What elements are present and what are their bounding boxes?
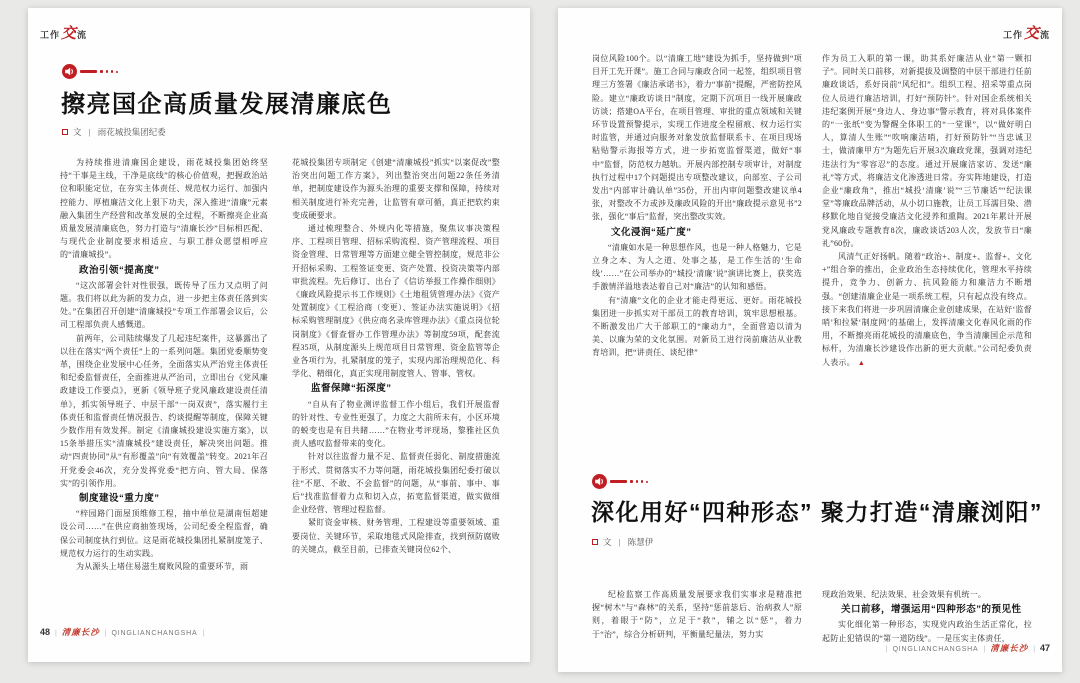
byline-author: 陈慧伊: [627, 537, 654, 547]
section-tag-tail: 流: [1039, 30, 1050, 40]
byline-separator: |: [618, 537, 621, 547]
marker-dash: [610, 480, 627, 484]
section-tag-red-char: 交: [61, 25, 77, 42]
marker-dots: [630, 480, 648, 483]
paragraph: 针对以往监督力量不足、监督责任弱化、制度措施流于形式、贯彻落实不力等问题，雨花城投集团纪委打破以往“不愿、不敢、不会监督”的问题，从“事前、事中、事后”找准监督着力点和切入点，拓宽监督渠道，做实做细企业经营、管理过程监督。: [292, 452, 500, 515]
footer-separator: |: [104, 630, 107, 637]
paragraph: “清廉如水是一种思想作风，也是一种人格魅力，它是立身之本、为人之道、处事之基，是工作生活的‘生命线’……”在公司举办的“城投‘清廉’说”演讲比赛上，获奖选手激情洋溢地表达着自己对“廉洁”的认知和感悟。: [592, 242, 802, 292]
footer-separator: |: [1033, 646, 1036, 653]
page-footer: [883, 642, 1050, 654]
article-title: 擦亮国企高质量发展清廉底色: [61, 91, 393, 118]
byline-label: 文: [603, 537, 612, 547]
page-number: 47: [1039, 643, 1050, 653]
footer-separator: |: [202, 630, 205, 637]
magazine-brand-latin: QINGLIANCHANGSHA: [111, 630, 198, 637]
magazine-brand: 清廉长沙: [61, 627, 100, 637]
section-tag-red-char: 交: [1023, 25, 1039, 42]
page-footer: [40, 626, 207, 638]
paragraph: 实化细化第一种形态，实现党内政治生活正常化，拉起防止犯错误的“第一道防线”。一是压实主体责任，: [822, 620, 1032, 643]
text-column-2: [822, 52, 1032, 464]
section-heading: 监督保障“拓深度”: [311, 383, 392, 395]
section-tag-tail: 流: [77, 30, 88, 40]
section-tag: [1003, 22, 1050, 43]
section-heading: 政治引领“提高度”: [79, 264, 160, 276]
byline-label: 文: [73, 127, 82, 137]
byline: [62, 126, 166, 138]
section-tag: [40, 22, 87, 43]
section-heading: 文化浸润“延广度”: [611, 226, 692, 238]
paragraph: 纪检监察工作高质量发展要求我们实事求是精准把握“树木”与“森林”的关系，坚持“惩前毖后、治病救人”原则，着眼于“防”，立足于“救”，辅之以“惩”，着力于“治”，综合分析研判，平衡量纪量法，努力实: [592, 590, 802, 639]
article2-body-columns: [592, 588, 1032, 646]
byline-square-icon: [62, 129, 68, 135]
article-marker: [592, 474, 648, 489]
paragraph: “自从有了物业测评监督工作小组后，我们开展监督的针对性、专业性更强了，力度之大前所未有，小区环境的蜕变也是有目共睹……”在物业考评现场，黎雅社区负责人感叹监督带来的变化。: [292, 399, 500, 449]
page-right: [558, 8, 1062, 672]
paragraph: 现政治效果、纪法效果、社会效果有机统一。: [822, 590, 986, 599]
paragraph: 岗位风险100个。以“清廉工地”建设为抓手，坚持做到“项目开工先开课”。施工合同与廉政合同一起签，组织项目管理三方签署《廉洁承诺书》，着力“事前”提醒，严密防控风险。建立“廉政访谈日”制度，定期下沉项目一线开展廉政访谈；搭建OA平台，在项目管理、审批的重点领域和关键环节设置预警提示，实现工作进度全程留痕、权力运行实时监管，并通过向服务对象发放监督联系卡、在项目现场粘贴警示海报等方式，进一步拓宽监督渠道，做好“事中”监督，防范权力越轨。开展内部控制专项审计，对制度执行过程中17个问题提出专项整改建议，向部室、子公司发出“内部审计确认单”35份，开出内审问题整改建议单4张，对整改不力或涉及廉政风险的开出“廉政提示意见书”2张，强化“事后”监督，突出整改实效。: [592, 54, 802, 222]
magazine-brand: 清廉长沙: [990, 643, 1029, 653]
speaker-icon: [62, 64, 77, 79]
page-number: 48: [40, 627, 51, 637]
byline-author: 雨花城投集团纪委: [97, 127, 166, 137]
paragraph: 通过梳理整合、外规内化等措施，聚焦议事决策程序、工程项目管理、招标采购流程、资产管理流程、项目资金管理、日常管理等方面建立健全管控制度，规范非公开招标采购、工程签证变更、资产处置、投资决策等内部审批流程。先后修订、出台了《信访举报工作操作细则》《廉政风险提示书工作规则》《土地租赁管理办法》《资产处置制度》《工程洽商（变更）、签证办法实施说明》《招标采购管理制度》《供应商名录库管理办法》《重点岗位轮岗制度》《督查督办工作管理办法》等制度59项，配套流程35项，从制度源头上规范项目日常管理、资金监管等企业各项行为，扎紧制度的笼子，实现内部治理规范化、科学化、精细化，真正实现用制度管人、管事、管权。: [292, 224, 500, 379]
article-marker: [62, 64, 118, 79]
text-column-2: [292, 156, 500, 614]
paragraph: “这次部署会针对性很强，既传导了压力又点明了问题。我们将以此为新的发力点，进一步把主体责任落到实处。”在集团召开创建“清廉城投”专项工作部署会议后，公司工程部负责人感慨道。: [60, 280, 268, 330]
marker-dash: [80, 70, 97, 74]
paragraph: 花城投集团专项制定《创建“清廉城投”抓实“以案促改”整治突出问题工作方案》，列出整治突出问题22条任务清单，把制度建设作为源头治理的重要支撑和保障，持续对相关制度进行补充完善，让监管有章可循，真正把软约束变成硬要求。: [292, 158, 500, 220]
magazine-brand-latin: QINGLIANCHANGSHA: [892, 646, 979, 653]
article-title: 深化用好“四种形态” 聚力打造“清廉浏阳”: [591, 499, 1043, 525]
paragraph: “梓园路门面屋顶维修工程，抽中单位是湖南恒超建设公司……”在供应商抽签现场，公司纪委全程监督，确保公司制度执行到位。这是雨花城投集团扎紧制度笼子、规范权力运行的生动实践。: [60, 509, 268, 558]
section-tag-text: 工作: [1002, 30, 1023, 40]
paragraph: 为持续推进清廉国企建设，雨花城投集团始终坚持“干事是主线，干净是底线”的核心价值观，把握政治站位和职能定位，在夯实主体责任、规范权力运行、加强内控能力、厚植廉洁文化上狠下功夫，深入推进“清廉”元素融入集团生产经营和改革发展的全过程，不断擦亮企业高质量发展清廉底色，努力打造与“清廉长沙”目标相匹配、与现代企业制度要求相适应、与职工群众愿望相呼应的“清廉城投”。: [60, 158, 268, 260]
article-continued-columns: [592, 52, 1032, 464]
section-heading: 制度建设“重力度”: [79, 493, 160, 505]
text-column-1: [592, 52, 802, 464]
text-column-1: [592, 588, 802, 646]
article-body-columns: [60, 156, 500, 614]
byline-square-icon: [592, 539, 598, 545]
paragraph: 作为员工入职的第一课，助其系好廉洁从业“第一颗扣子”。同时关口前移，对新提拔及调整的中层干部进行任前廉政谈话，系好岗前“风纪扣”。组织工程、招采等重点岗位人员进行廉洁培训，打好“预防针”。针对国企系统相关违纪案例开展“身边人、身边事”警示教育，将对具体案件的“一张纸”变为警醒全体职工的“一堂课”，以“做好明白人，算清人生账”“吹响廉洁哨，打好预防针”“当忠诚卫士，做清廉甲方”为题先后开展3次廉政党课，强调对违纪违法行为“零容忍”的态度。通过开展廉洁家访、发送“廉礼”等方式，将廉洁文化渗透进日常。夯实阵地建设，打造企业“廉政角”，推出“城投‘清廉’说”“三节廉话”“纪法课堂”等廉政品牌活动，从小切口施教，让员工耳濡目染、潜移默化地自觉接受廉洁文化浸养和熏陶。2021年累计开展党风廉政专题教育8次，廉政谈话203人次，发放节日“廉礼”60份。: [822, 54, 1032, 248]
article-end-mark: ▲: [857, 358, 865, 367]
marker-dots: [100, 70, 118, 73]
paragraph: 有“清廉”文化的企业才能走得更远、更好。雨花城投集团进一步抓实对干部员工的教育培训，筑牢思想根基。不断激发出广大干部职工的“廉动力”，全面营造以清为美、以廉为荣的文化氛围。对新员工进行岗前廉洁从业教育培训，把“讲责任、谈纪律”: [592, 295, 802, 358]
speaker-icon: [592, 474, 607, 489]
text-column-2: [822, 588, 1032, 646]
footer-separator: |: [885, 646, 888, 653]
paragraph: 前两年，公司陆续爆发了几起违纪案件，这暴露出了以往在落实“两个责任”上的一系列问题。集团党委顺势变革，围绕企业发展中心任务，全面落实从严治党主体责任和纪委监督责任，全面推进从严治司，立即出台《党风廉政建设工作要点》，更新《领导班子党风廉政建设责任清单》，抓实领导班子、中层干部“一岗双责”，落实履行主体责任和监督责任情况报告、约谈提醒等制度，保障关键少数作用有效发挥。制定《清廉城投建设实施方案》，以15条举措压实“清廉城投”建设责任，解决突出问题。推动“四责协同”从“有形覆盖”向“有效覆盖”转变。2021年召开党委会46次，充分发挥党委“把方向、管大局、保落实”的引领作用。: [60, 333, 268, 488]
paragraph: 为从源头上堵住易滋生腐败风险的重要环节，雨: [76, 562, 249, 572]
footer-separator: |: [54, 630, 57, 637]
paragraph: 风清气正好扬帆。随着“政治+、制度+、监督+、文化+”组合拳的推出，企业政治生态持续优化，管理水平持续提升，竞争力、创新力、抗风险能力和廉洁力不断增强。“创建清廉企业是一项系统工程，只有起点没有终点。接下来我们将进一步巩固清廉企业创建成果，在站好‘监督哨’和拉紧‘制度网’的基础上，发挥清廉文化春风化雨的作用，不断擦亮雨花城投的清廉底色，争当清廉国企示范和标杆，为清廉长沙建设作出新的更大贡献。”公司纪委负责人表示。 ▲: [822, 252, 1032, 367]
paragraph: 紧盯资金审核、财务管理、工程建设等重要领域、重要岗位、关键环节，采取地毯式风险排查，找到预防腐败的关键点，截至目前，已排查关键岗位62个、: [292, 518, 500, 554]
section-tag-text: 工作: [40, 30, 61, 40]
page-left: [28, 8, 530, 662]
footer-separator: |: [983, 646, 986, 653]
text-column-1: [60, 156, 268, 614]
byline-separator: |: [88, 127, 91, 137]
section-heading: 关口前移，增强运用“四种形态”的预见性: [841, 604, 1022, 616]
byline: [592, 536, 653, 548]
